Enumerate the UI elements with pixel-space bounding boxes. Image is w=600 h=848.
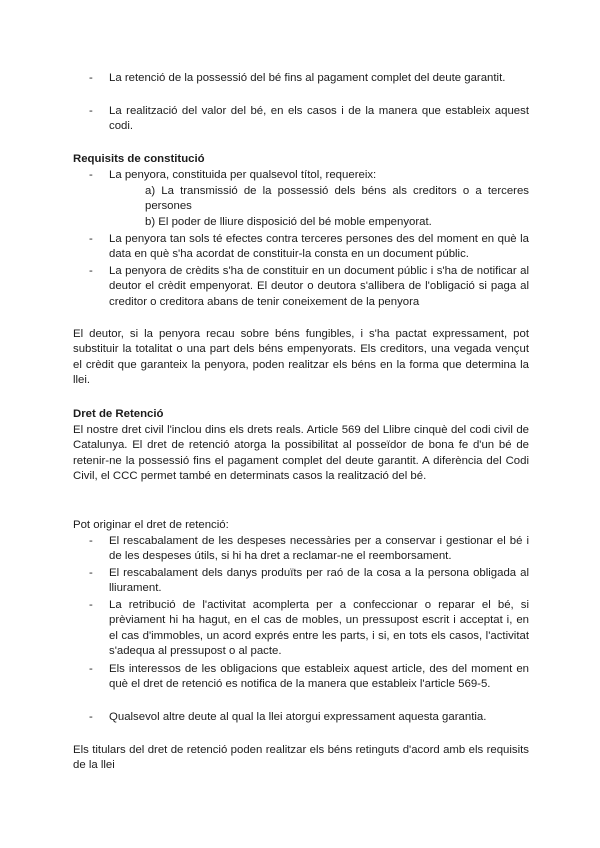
list-item: La penyora tan sols té efectes contra terceres persones des del moment en què la data en què s'ha acordat de constituir-la consta en un document públic.: [109, 233, 529, 261]
sub-item-a: a) La transmissió de la possessió dels béns als creditors o a terceres persones: [145, 185, 529, 213]
list-dash: -: [89, 663, 93, 675]
list-item: Els interessos de les obligacions que estableix aquest article, des del moment en què el dret de retenció es notifica de la manera que estableix l'article 569-5.: [109, 663, 529, 691]
list-item: La realització del valor del bé, en els casos i de la manera que estableix aquest codi.: [109, 105, 529, 133]
paragraph-penyora: El deutor, si la penyora recau sobre béns fungibles, i s'ha pactat expressament, pot substituir la totalitat o una part dels béns empenyorats. Els creditors, una vegada vençut el crèdit que garanteix la penyora, poden realitzar els béns en la forma que determina la llei.: [73, 328, 529, 387]
list-item: La retenció de la possessió del bé fins al pagament complet del deute garantit.: [109, 72, 506, 84]
list-dash: -: [89, 599, 93, 611]
paragraph-retencio: El nostre dret civil l'inclou dins els drets reals. Article 569 del Llibre cinquè del codi civil de Catalunya. El dret de retenció atorga la possibilitat al posseïdor de bona fe d'un bé de retenir-ne la possessió fins el pagament complet del deute garantit. A diferència del Codi Civil, el CCC permet també en determinats casos la realització del bé.: [73, 424, 529, 483]
section-heading-requisits: Requisits de constitució: [73, 153, 205, 165]
sub-item-b: b) El poder de lliure disposició del bé moble empenyorat.: [145, 216, 432, 228]
list-item: La penyora de crèdits s'ha de constituir en un document públic i s'ha de notificar al deutor el crèdit empenyorat. El deutor o deutora s'allibera de l'obligació si paga al creditor o creditora abans de tenir coneixement de la penyora: [109, 265, 529, 308]
list-dash: -: [89, 105, 93, 117]
paragraph-closing: Els titulars del dret de retenció poden realitzar els béns retinguts d'acord amb els requisits de la llei: [73, 744, 529, 772]
list-item: El rescabalament dels danys produïts per raó de la cosa a la persona obligada al lliurament.: [109, 567, 529, 595]
section-heading-retencio: Dret de Retenció: [73, 408, 164, 420]
list-dash: -: [89, 711, 93, 723]
list-item: La retribució de l'activitat acomplerta per a confeccionar o reparar el bé, si prèviament hi ha hagut, en el cas de mobles, un pressupost escrit i acceptat i, en el cas d'immobles, un acord exprés entre les parts, i si, en tots els casos, l'activitat s'adequa al pressupost o al pacte.: [109, 599, 529, 658]
paragraph-intro: Pot originar el dret de retenció:: [73, 519, 229, 531]
list-dash: -: [89, 169, 93, 181]
list-dash: -: [89, 535, 93, 547]
list-dash: -: [89, 265, 93, 277]
list-item: El rescabalament de les despeses necessàries per a conservar i gestionar el bé i de les despeses útils, si hi ha dret a reclamar-ne el reemborsament.: [109, 535, 529, 563]
list-dash: -: [89, 233, 93, 245]
list-item: Qualsevol altre deute al qual la llei atorgui expressament aquesta garantia.: [109, 711, 487, 723]
list-item: La penyora, constituida per qualsevol títol, requereix:: [109, 169, 377, 181]
list-dash: -: [89, 72, 93, 84]
list-dash: -: [89, 567, 93, 579]
